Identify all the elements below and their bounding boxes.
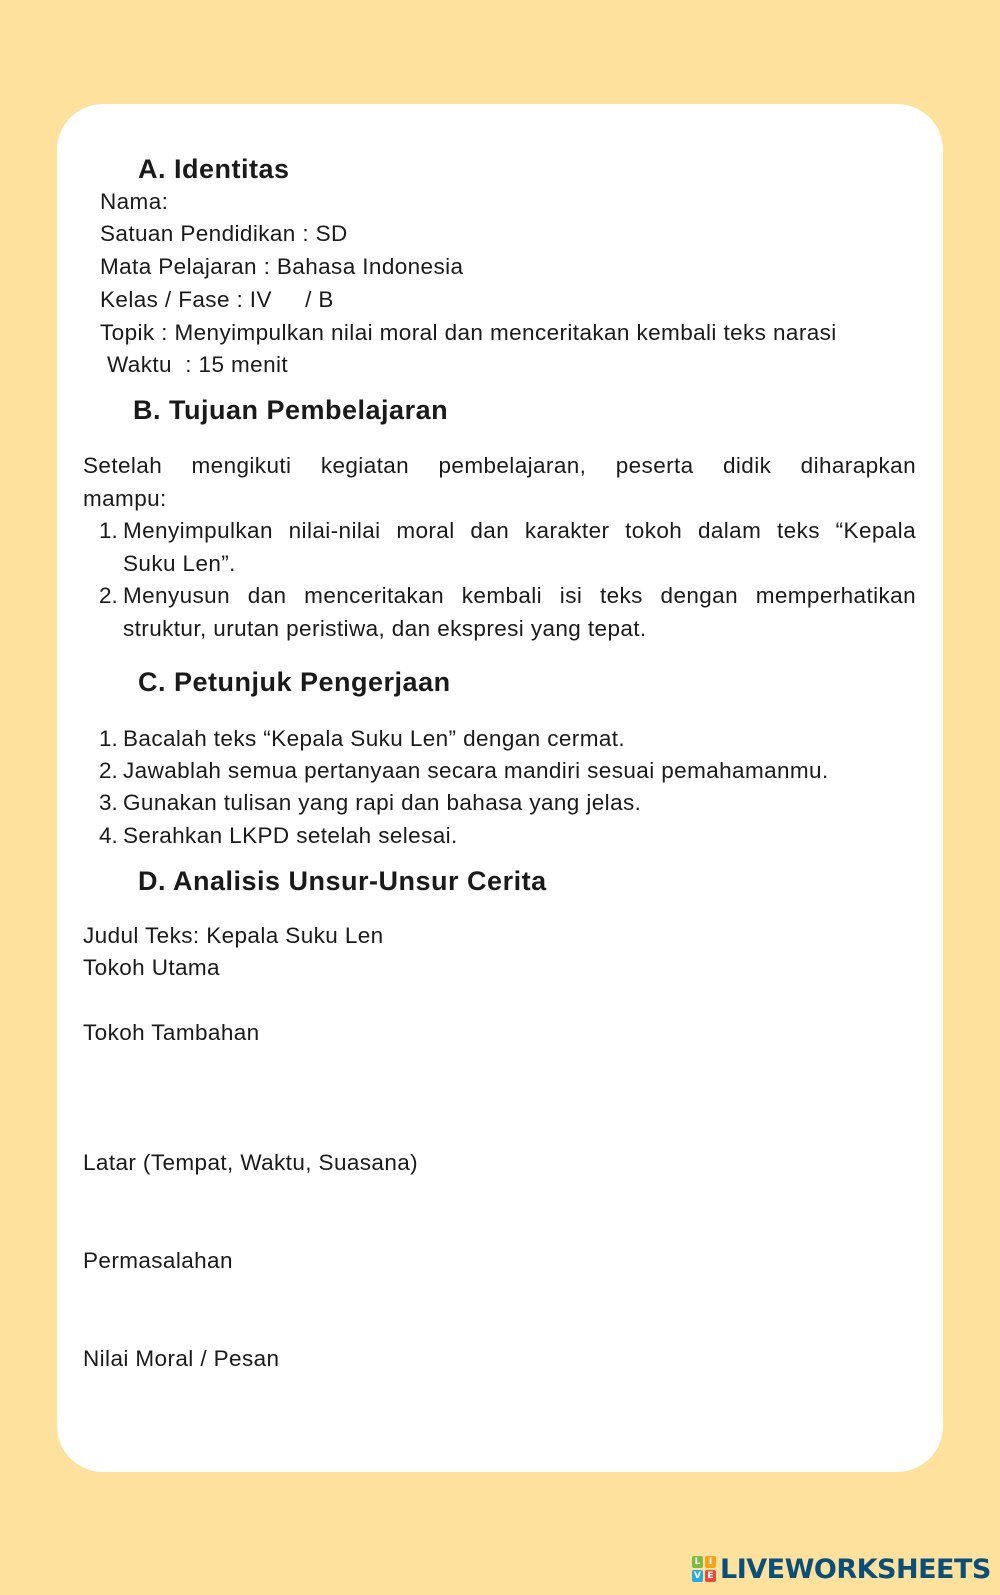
- tujuan-item-2: Menyusun dan menceritakan kembali isi teks dengan memperhatikan: [123, 583, 916, 608]
- mata-pelajaran: Mata Pelajaran : Bahasa Indonesia: [100, 254, 464, 279]
- nama-field: Nama:: [100, 189, 169, 214]
- petunjuk-item-3: Gunakan tulisan yang rapi dan bahasa yang jelas.: [123, 790, 642, 815]
- latar-label: Latar (Tempat, Waktu, Suasana): [83, 1150, 419, 1175]
- logo-text: LIVEWORKSHEETS: [720, 1553, 991, 1585]
- permasalahan-label: Permasalahan: [83, 1248, 233, 1273]
- tokoh-tambahan-label: Tokoh Tambahan: [83, 1020, 260, 1045]
- section-b-heading: B. Tujuan Pembelajaran: [133, 395, 449, 425]
- list-item-number: 3.: [99, 790, 118, 815]
- tokoh-utama-label: Tokoh Utama: [83, 955, 220, 980]
- petunjuk-item-4: Serahkan LKPD setelah selesai.: [123, 823, 458, 848]
- tujuan-item-1-cont: Suku Len”.: [123, 551, 236, 576]
- liveworksheets-logo-icon: [692, 1556, 716, 1582]
- list-item-number: 2.: [99, 758, 118, 783]
- waktu: Waktu : 15 menit: [107, 352, 289, 377]
- judul-teks: Judul Teks: Kepala Suku Len: [83, 923, 384, 948]
- nilai-moral-label: Nilai Moral / Pesan: [83, 1346, 280, 1371]
- list-item-number: 1.: [99, 726, 118, 751]
- liveworksheets-logo: [692, 1554, 991, 1584]
- logo-letter: I: [705, 1556, 716, 1568]
- logo-letter: E: [705, 1570, 716, 1582]
- tujuan-item-1: Menyimpulkan nilai-nilai moral dan karakter tokoh dalam teks “Kepala: [123, 518, 916, 543]
- section-d-heading: D. Analisis Unsur-Unsur Cerita: [138, 866, 547, 896]
- satuan-pendidikan: Satuan Pendidikan : SD: [100, 221, 348, 246]
- petunjuk-item-2: Jawablah semua pertanyaan secara mandiri sesuai pemahamanmu.: [123, 758, 829, 783]
- section-a-heading: A. Identitas: [138, 154, 290, 184]
- list-item-number: 2.: [99, 583, 118, 608]
- tujuan-intro: Setelah mengikuti kegiatan pembelajaran, peserta didik diharapkan: [83, 453, 916, 478]
- petunjuk-item-1: Bacalah teks “Kepala Suku Len” dengan cermat.: [123, 726, 626, 751]
- tujuan-item-2-cont: struktur, urutan peristiwa, dan ekspresi yang tepat.: [123, 616, 647, 641]
- tujuan-intro-cont: mampu:: [83, 486, 167, 511]
- kelas-fase: Kelas / Fase : IV / B: [100, 287, 334, 312]
- topik: Topik : Menyimpulkan nilai moral dan menceritakan kembali teks narasi: [100, 320, 837, 345]
- logo-letter: L: [692, 1556, 703, 1568]
- list-item-number: 4.: [99, 823, 118, 848]
- section-c-heading: C. Petunjuk Pengerjaan: [138, 667, 451, 697]
- list-item-number: 1.: [99, 518, 118, 543]
- logo-letter: V: [692, 1570, 703, 1582]
